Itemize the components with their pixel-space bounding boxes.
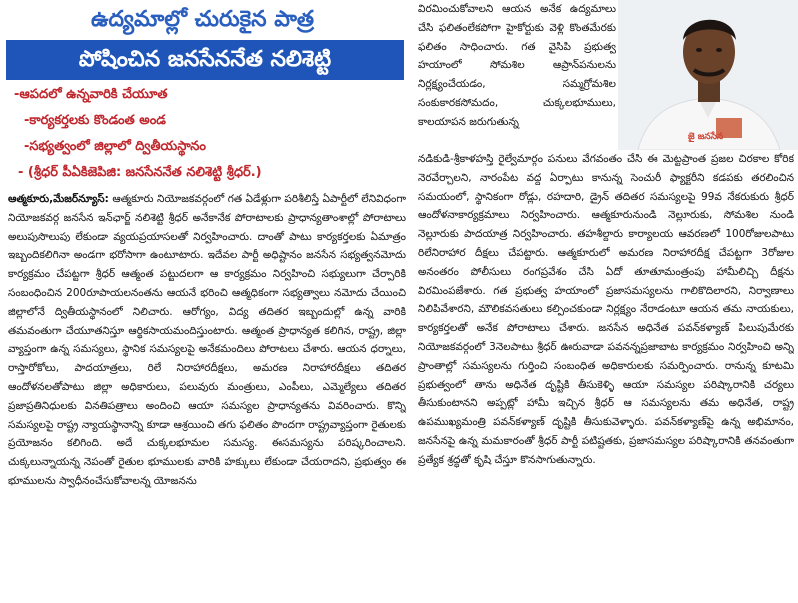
bullet-item: -సభ్యత్వంలో జిల్లాలో ద్వితీయస్థానం: [24, 139, 206, 154]
article-body-left: ఆత్మకూరు నియోజకవర్గంలో గత ఏడేళ్లుగా పరిశీలిస్తే ఏపార్టీలో లేనివిధంగా నియోజకవర్గ జనసేన ఇన్‌ఛార్జ్ నలిశెట్టి శ్రీధర్ అనేకానేక పోరాటాలకు ప్రాధాన్యతాంశాల్లో పోరాటాలు అలుపుసొలుపు లేకుండా వ్యయప్రయాసలతో నిర్వహించారు. దాంతో పాటు కార్యకర్తలకు ఏమాత్రం ఇబ్బందికలిగినా అండగా భరోసాగా ఉంటూటారు. ఇదేవల పార్టీ అధిష్టానం జనసేన సభ్యత్వనమోదు కార్యక్రమం చేపట్టగా శ్రీధర్ ఆత్మంత పట్టుదలగా ఆ కార్యక్రమం నిర్వహించి సభ్యులుగా చేర్పారికి సంబంధించిన 200రూపాయలనంతను ఆయనే భరించి ఆత్మధికంగా సభ్యత్వాలు నమోదు చేయించి జిల్లాలోనే ద్వితీయస్థానంలో నిలిచారు. ఆరోగ్యం, విద్య తదితర ఇబ్బందుల్లో ఉన్న వారికి తమవంతుగా చేయూతనిస్తూ ఆర్థికసాయమందిస్తుంటారు. ఆత్మంత ప్రాధాన్యత కలిగిన, రాష్ట్ర, జిల్లా వ్యాప్తంగా ఉన్న సమస్యలు, స్థానిక సమస్యలపై అనేకమందిలు పోరాటలు చేశారు. ఆయన ధర్నాలు, రాస్తారోకోలు, పాదయాత్రలు, రిలే నిరాహారదీక్షలు, అమరణ నిరాహారదీక్షలు తదితర ఆందోళనలతోపాటు జిల్లా అధికారులు, పలువురు మంత్రులు, ఎంపీలు, ఎమ్మెల్యేలు తదితర ప్రజాప్రతినిధులకు వినతిపత్రాలు అందించి ఆయా సమస్యల ప్రాధాన్యతను వివరించారు. కొన్ని సమస్యలపై రాష్ట్ర న్యాయస్థానాన్ని కూడా ఆశ్రయించి తగు ఫలితం పొందగా రాష్ట్రవ్యాప్తంగా రైతులకు ప్రయోజనం కలిగింది. అదే చుక్కలభూమల సమస్య. ఈసమస్యను పరిష్కరించాలని. చుక్కలున్నాయన్న నెపంతో రైతుల భూములకు వారికి హక్కులు లేకుండా చేయరాదని, ప్రభుత్వం ఈ భూములను స్వాధీనంచేసుకోవాలన్న యోజనను: [8, 193, 406, 487]
highlight-bullets: [14, 86, 409, 190]
portrait-photo: [618, 0, 798, 150]
portrait-illustration: [618, 0, 798, 150]
dateline: ఆత్మకూరు,మేజర్‌న్యూస్:: [8, 193, 109, 205]
article-left-column: [8, 190, 406, 600]
bullet-item: -ఆపదలో ఉన్నవారికి చేయూత: [14, 87, 168, 102]
article-right-main: [418, 150, 794, 602]
headline-line-1: ఉద్యమాల్లో చురుకైన పాత్ర: [90, 7, 315, 32]
bullet-item: - (శ్రీధర్ పీఏకిజెపిజి: జనసేననేత నలిశెట్టి శ్రీధర్.): [18, 165, 262, 180]
bullet-item: -కార్యకర్తలకు కొండంత అండ: [24, 113, 166, 128]
headline-line-2-banner: పోషించిన జనసేననేత నలిశెట్టి: [6, 40, 404, 80]
article-right-top: [418, 0, 616, 150]
article-body-right-top: విరమించుకోవాలని ఆయన అనేక ఉద్యమాలు చేసి ఫలితంలేకపోగా హైకోర్టుకు వెళ్లి కొంతమేరకు ఫలితం సాధించారు. గత వైసిపి ప్రభుత్వ హయాంలో సోమశిల ఆప్రాన్‌పనులను నిర్లక్ష్యంచేయడం, సమ్మగ్రోమశిల సంకుకారకసోమదం, చుక్కలభూములు, కాలయాపన జరుగుతున్న: [418, 3, 616, 128]
photo-badge-text: జై జనసేన: [688, 132, 724, 142]
article-body-right: నడికుడి-శ్రీకాళహస్తి రైల్వేమార్గం పనులు వేగవంతం చేసి ఈ మెట్టప్రాంత ప్రజల చిరకాల కోరిక నెరవేర్చాలని, నారంపేట వద్ద ఏర్పాటు కానున్న సెంచురీ ఫ్యాక్టరీని కడపకు తరలించిన సమయంలో, స్థానికంగా రోడ్లు, రహదారి, డ్రైన్ తదితర సమస్యలపై 99వ నేకరుకురు శ్రీధర్ ఆందోళనాకార్యక్రమాలు నిర్వహించారు. ఆత్మకూరునుండి నెల్లూరుకు, సోమశిల నుండి నెల్లూరుకు పాదయాత్ర నిర్వహించారు. తహశీల్దారు కార్యాలయ ఆవరణలో 100రోజులపాటు రిలేనిరాహార దీక్షలు చేపట్టారు. ఆత్మకూరులో అమరణ నిరాహారదీక్ష చేపట్టగా 3రోజుల అనంతరం పోలీసులు రంగప్రవేశం చేసి ఏదో తూతూమంత్రంపు హామీలిచ్చి దీక్షను విరమింపజేశారు. గత ప్రభుత్వ హయాంలో ప్రజాసమస్యలను గాలికొదిలారని, నిర్వాణాలు నిలిపివేశారని, మౌలికవసతులు కల్పించకుండా నిర్లక్ష్యం నేరాడంటూ ఆయన తమ నాయకులు, కార్యకర్తలతో అనేక పోరాటాలు చేశారు. జనసేన అధినేత పవన్‌కళ్యాణ్ పిలుపుమేరకు నియోజకవర్గంలో 3నెలపాటు శ్రీధర్ ఊరువాడా పవనన్నప్రజాబాట కార్యక్రమం నిర్వహించి అన్ని ప్రాంతాల్లో సమస్యలను గుర్తించి సంబంధిత అధికారులకు సమర్పించారు. రానున్న కూటమి ప్రభుత్వంలో తాను అధినేత దృష్టికి తీసుకెళ్ళి ఆయా సమస్యల పరిష్కారానికి చర్యలు తీసుకుంటానని అప్పట్లో హామీ ఇచ్చిన శ్రీధర్ ఆ సమస్యలను తమ అధినేత, రాష్ట్ర ఉపముఖ్యమంత్రి పవన్‌కళ్యాణ్ దృష్టికి తీసుకువెళ్ళారు. పవన్‌కళ్యాణ్‌పై ఉన్న అభిమానం, జనసేనపై ఉన్న మమకారంతో శ్రీధర్ పార్టీ పటిష్టతకు, ప్రజాసమస్యల పరిష్కారానికి తనవంతుగా ప్రత్యేక శ్రద్ధతో కృషి చేస్తూ కొనసాగుతున్నారు.: [418, 153, 794, 466]
